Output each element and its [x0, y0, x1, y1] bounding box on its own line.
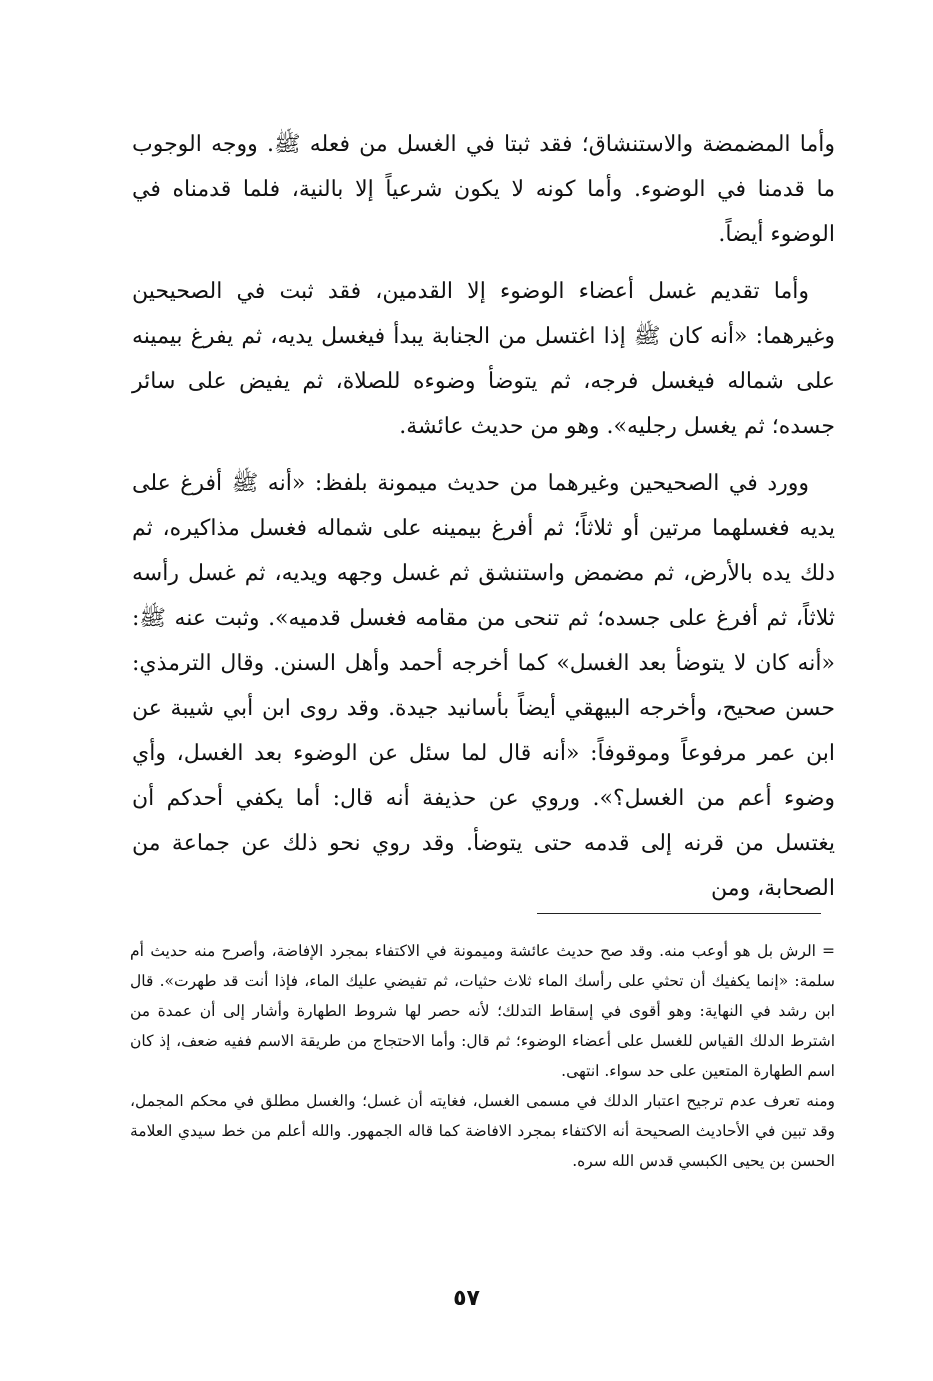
paragraph-maymuna-hadith: وورد في الصحيحين وغيرهما من حديث ميمونة بلفظ: «أنه ﷺ أفرغ على يديه فغسلهما مرتين أو ثلاثاً؛ ثم أفرغ بيمينه على شماله فغسل مذاكيره، ثم دلك يده بالأرض، ثم مضمض واستنشق ثم غسل وجهه ويديه، ثم غسل رأسه ثلاثاً، ثم أفرغ على جسده؛ ثم تنحى من مقامه فغسل قدميه». وثبت عنه ﷺ: «أنه كان لا يتوضأ بعد الغسل» كما أخرجه أحمد وأهل السنن. وقال الترمذي: حسن صحيح، وأخرجه البيهقي أيضاً بأسانيد جيدة. وقد روى ابن أبي شيبة عن ابن عمر مرفوعاً وموقوفاً: «أنه قال لما سئل عن الوضوء بعد الغسل، وأي وضوء أعم من الغسل؟». وروي عن حذيفة أنه قال: أما يكفي أحدكم أن يغتسل من قرنه إلى قدمه حتى يتوضأ. وقد روي نحو ذلك عن جماعة من الصحابة، ومن [132, 471, 835, 901]
footnote-separator-line [537, 913, 821, 914]
page-number: ٥٧ [453, 1286, 480, 1311]
paragraph-madmada: وأما المضمضة والاستنشاق؛ فقد ثبتا في الغسل من فعله ﷺ. ووجه الوجوب ما قدمنا في الوضوء. وأما كونه لا يكون شرعياً إلا بالنية، فلما قدمناه في الوضوء أيضاً. [132, 132, 835, 247]
main-text-body [132, 122, 835, 911]
footnote-text-1: الرش بل هو أوعب منه. وقد صح حديث عائشة وميمونة في الاكتفاء بمجرد الإفاضة، وأصرح منه حديث أم سلمة: «إنما يكفيك أن تحثي على رأسك الماء ثلاث حثيات، ثم تفيضي عليك الماء، فإذا أنت قد طهرت». قال ابن رشد في النهاية: وهو أقوى في إسقاط التدلك؛ لأنه حصر لها شروط الطهارة وأشار إلى أن عمدة من اشترط الدلك القياس للغسل على أعضاء الوضوء؛ ثم قال: وأما الاحتجاج من طريقة الاسم ففيه ضعف، إذ كان اسم الطهارة المتعين على حد سواء. انتهى. [130, 942, 835, 1080]
paragraph-taqdim-ghusl: وأما تقديم غسل أعضاء الوضوء إلا القدمين، فقد ثبت في الصحيحين وغيرهما: «أنه كان ﷺ إذا اغتسل من الجنابة يبدأ فيغسل يديه، ثم يفرغ بيمينه على شماله فيغسل فرجه، ثم يتوضأ وضوءه للصلاة، ثم يفيض على سائر جسده؛ ثم يغسل رجليه». وهو من حديث عائشة. [132, 279, 835, 439]
footnote-paragraph-2: ومنه تعرف عدم ترجيح اعتبار الدلك في مسمى الغسل، فغايته أن غسل؛ والغسل مطلق في محكم المجمل، وقد تبين في الأحاديث الصحيحة أنه الاكتفاء بمجرد الافاضة كما قاله الجمهور. والله أعلم من خط سيدي العلامة الحسن بن يحيى الكبسي قدس الله سره. [130, 1092, 835, 1170]
footnote-paragraph-1 [130, 936, 835, 1086]
footnote-continuation-mark: = [822, 942, 835, 960]
footnotes-section [130, 936, 835, 1176]
